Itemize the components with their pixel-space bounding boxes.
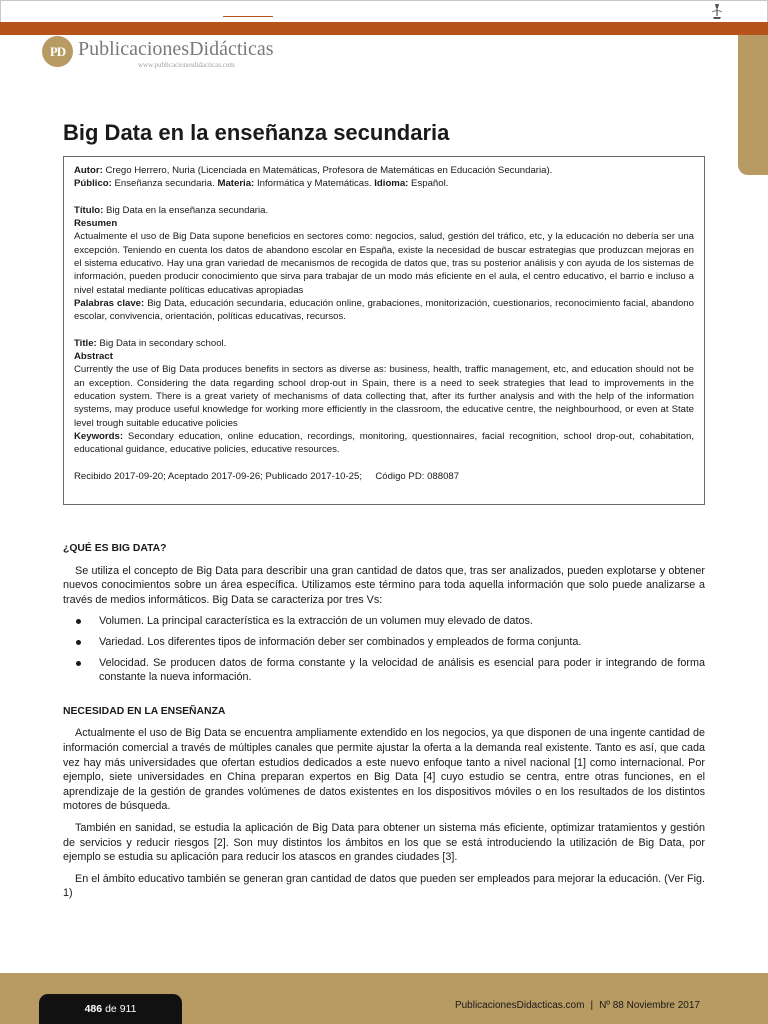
lamp-icon bbox=[709, 3, 725, 21]
title-en-line bbox=[74, 337, 694, 350]
paragraph: También en sanidad, se estudia la aplicación de Big Data para obtener un sistema más eficiente, optimizar tratamientos y gestión de servicios y reducir riesgos [2]. Son muy distintos los ámbitos en los que se está introduciendo la utilización de Big Data, por ejemplo se estudia su aplicación para reducir los atascos en grandes ciudades [3]. bbox=[63, 821, 705, 864]
publisher-logo[interactable] bbox=[42, 36, 274, 70]
abstract-heading: Abstract bbox=[74, 351, 113, 363]
bullet-icon bbox=[76, 640, 81, 645]
footer-info bbox=[455, 1000, 700, 1011]
abstract-text: Currently the use of Big Data produces benefits in sectors as diverse as: business, health, traffic management, etc, and education should not be an exception. Considering the data regarding school drop-out in Spain, there is a need to seek strategies that lead to improvements in the education system. There is a great variety of mechanisms of data collecting that, after its further analysis and with the help of the information systems, may produce useful knowledge for working more efficiently in the classroom, the educative centre, the neighbourhood, or even at State level trough suitable educative policies bbox=[74, 364, 694, 429]
author-line bbox=[74, 164, 694, 177]
keywords-en-value: Secondary education, online education, recordings, monitoring, questionnaires, facial recognition, school drop-out, cohabitation, educational guidance, educative policies, educative resources. bbox=[74, 430, 694, 456]
list-item-text: Variedad. Los diferentes tipos de información deber ser combinados y empleados de forma conjunta. bbox=[99, 635, 582, 648]
page-indicator[interactable] bbox=[39, 994, 182, 1024]
language-label: Idioma: bbox=[374, 178, 409, 190]
footer-issue: Nº 88 Noviembre 2017 bbox=[599, 1000, 700, 1011]
brand-url: www.publicacionesdidacticas.com bbox=[138, 61, 235, 69]
title-es-value: Big Data en la enseñanza secundaria. bbox=[105, 204, 269, 216]
title-en-label: Title: bbox=[74, 337, 97, 349]
abstract-box bbox=[63, 156, 705, 505]
page-total: de 911 bbox=[105, 1003, 137, 1015]
dates-line bbox=[74, 470, 694, 483]
title-es-line bbox=[74, 204, 694, 217]
side-tab bbox=[738, 35, 768, 175]
section-heading-big-data: ¿QUÉ ES BIG DATA? bbox=[63, 543, 167, 554]
title-es-label: Título: bbox=[74, 204, 104, 216]
keywords-es-value: Big Data, educación secundaria, educación online, grabaciones, monitorización, cuestionarios, reconocimiento facial, abandono escolar, convivencia, orientación, políticas educativas, recursos. bbox=[74, 297, 694, 323]
footer-site[interactable]: PublicacionesDidacticas.com bbox=[454, 1000, 585, 1011]
resumen-text: Actualmente el uso de Big Data supone beneficios en sectores como: negocios, salud, gestión del tráfico, etc, y la educación no debería ser una excepción. Teniendo en cuenta los datos de abandono escolar en España, existe la necesidad de buscar estrategias que produzcan mejoras en el sistema educativo. Hay una gran variedad de mecanismos de recogida de datos que, tras su posterior análisis y con ayuda de los sistemas de información, pueden producir conocimiento que sirva para trabajar de un modo más eficiente en el aula, el centro educativo, el barrio e incluso a nivel estatal mediante políticas educativas apropiadas bbox=[74, 231, 694, 296]
bullet-icon bbox=[76, 661, 81, 666]
keywords-es-label: Palabras clave: bbox=[74, 297, 145, 309]
paragraph: En el ámbito educativo también se generan gran cantidad de datos que pueden ser empleados para mejorar la educación. (Ver Fig. 1) bbox=[63, 872, 705, 900]
article-body bbox=[63, 542, 705, 908]
audience-line bbox=[74, 177, 694, 190]
bullet-icon bbox=[76, 619, 81, 624]
list-item bbox=[63, 635, 705, 650]
paragraph: Actualmente el uso de Big Data se encuentra ampliamente extendido en los negocios, ya que disponen de una ingente cantidad de información comercial a través de múltiples canales que permite ajustar la oferta a la demanda real existente. Tanto es así, que cada vez hay más universidades que ofertan estudios dedicados a este nuevo enfoque tanto a nivel nacional [1] como internacional. Por ejemplo, siete universidades en China preparan expertos en Big Data [4] cuyo estudio se centra, entre otras funciones, en el aprendizaje de la gestión de grandes volúmenes de datos existentes en los dispositivos móviles o en los resultados de los distintos motores de búsqueda. bbox=[63, 727, 705, 813]
subject-value: Informática y Matemáticas. bbox=[256, 178, 372, 190]
list-item bbox=[63, 614, 705, 629]
list-item-text: Volumen. La principal característica es la extracción de un volumen muy elevado de datos. bbox=[99, 615, 533, 628]
pd-code: Código PD: 088087 bbox=[375, 470, 460, 482]
language-value: Español. bbox=[411, 178, 449, 190]
publication-dates: Recibido 2017-09-20; Aceptado 2017-09-26; Publicado 2017-10-25; bbox=[74, 470, 363, 482]
resumen-heading: Resumen bbox=[74, 218, 118, 230]
author-value: Crego Herrero, Nuria (Licenciada en Matemáticas, Profesora de Matemáticas en Educación Secundaria). bbox=[105, 165, 553, 176]
title-en-value: Big Data in secondary school. bbox=[99, 337, 227, 349]
list-item bbox=[63, 656, 705, 685]
paragraph: Se utiliza el concepto de Big Data para describir una gran cantidad de datos que, tras ser analizados, pueden explotarse y obtener nuevos conocimientos sobre un área específica. Utilizamos este término para toda aquella información que solo puede analizarse a través de medios informáticos. Big Data se caracteriza por tres Vs: bbox=[63, 564, 705, 606]
subject-label: Materia: bbox=[217, 178, 255, 190]
audience-value: Enseñanza secundaria. bbox=[114, 178, 215, 190]
list-item-text: Velocidad. Se producen datos de forma constante y la velocidad de análisis es esencial para poder ir integrando de forma constante la nueva información. bbox=[99, 656, 705, 684]
brand-name: PublicacionesDidácticas bbox=[78, 38, 274, 60]
author-label: Autor: bbox=[74, 165, 103, 176]
audience-label: Público: bbox=[74, 178, 112, 190]
footer-separator: | bbox=[590, 1000, 594, 1011]
page-number: 486 bbox=[84, 1003, 103, 1015]
logo-mark-icon: PD bbox=[42, 36, 73, 67]
section-heading-necesidad: NECESIDAD EN LA ENSEÑANZA bbox=[63, 705, 226, 717]
top-bar bbox=[0, 0, 768, 22]
header-band bbox=[0, 22, 768, 35]
vs-list bbox=[63, 614, 705, 684]
article-title: Big Data en la enseñanza secundaria bbox=[63, 120, 450, 145]
top-bar-underline bbox=[223, 16, 273, 17]
keywords-es-line bbox=[74, 297, 694, 324]
keywords-en-label: Keywords: bbox=[74, 430, 124, 442]
keywords-en-line bbox=[74, 430, 694, 457]
